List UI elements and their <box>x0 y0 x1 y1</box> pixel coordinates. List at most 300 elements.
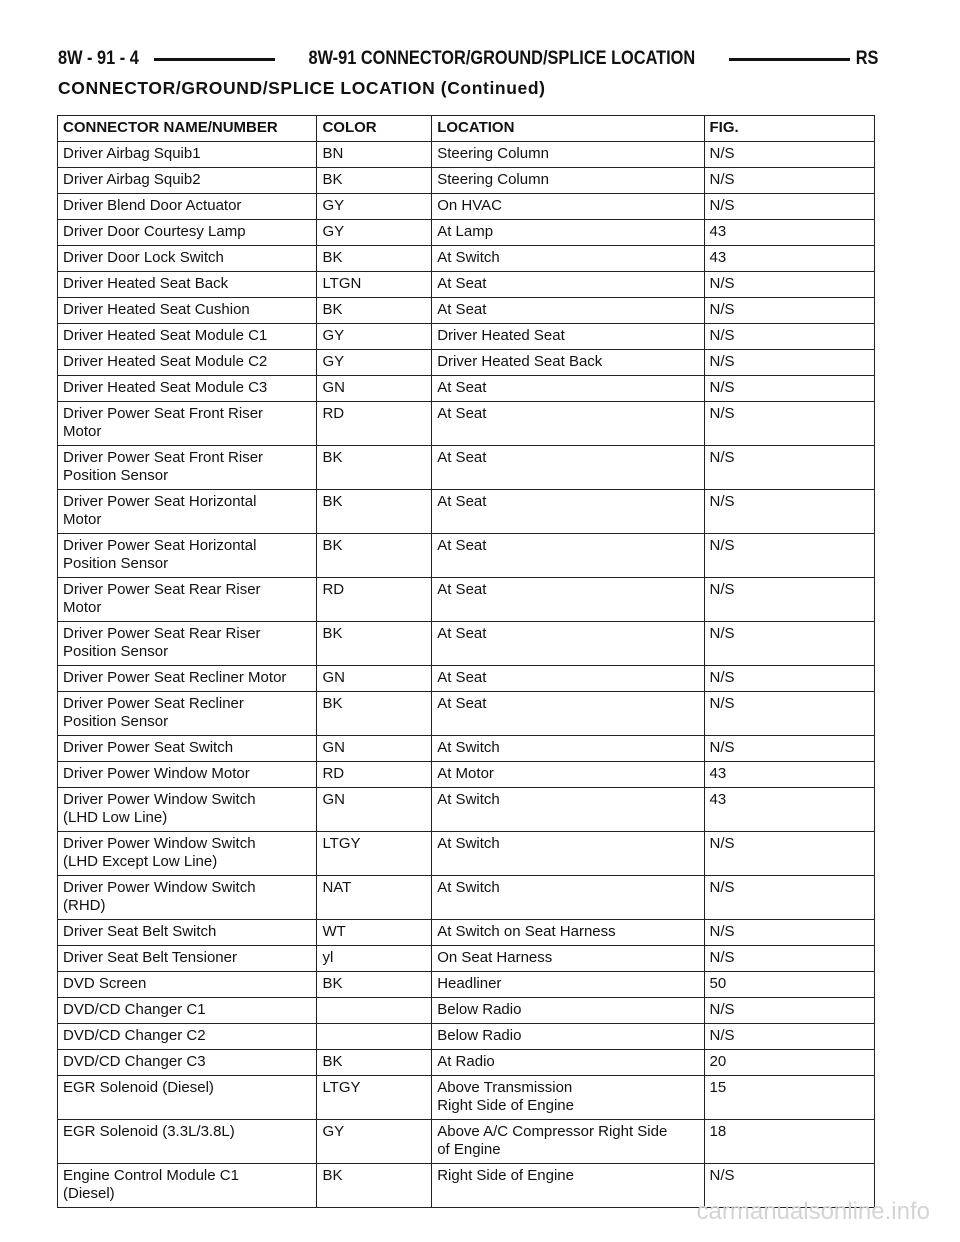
cell-text-line: RD <box>322 765 345 782</box>
fig-cell <box>704 142 875 168</box>
cell-text-line: Below Radio <box>437 1027 522 1044</box>
cell-text-line: At Seat <box>437 537 487 554</box>
color-cell <box>317 446 432 490</box>
table-row <box>58 972 875 998</box>
cell-text-line: Steering Column <box>437 171 549 188</box>
cell-text-line: GY <box>322 197 345 214</box>
color-cell <box>317 972 432 998</box>
watermark: carmanualsonline.info <box>696 1198 930 1225</box>
location-cell <box>432 920 704 946</box>
cell-text-line: 43 <box>709 765 727 782</box>
cell-text-line: N/S <box>709 493 735 510</box>
color-cell <box>317 920 432 946</box>
cell-text-line: Driver Power Seat Rear Riser <box>63 581 261 598</box>
cell-text-line: NAT <box>322 879 352 896</box>
table-row <box>58 832 875 876</box>
cell-text-line: At Seat <box>437 493 487 510</box>
cell-text-line: Above Transmission <box>437 1079 573 1096</box>
connector-name-cell <box>58 972 317 998</box>
cell-text-line: At Seat <box>437 695 487 712</box>
connector-name-cell <box>58 920 317 946</box>
cell-text-line: GY <box>322 353 345 370</box>
color-cell <box>317 272 432 298</box>
color-cell <box>317 246 432 272</box>
location-cell <box>432 998 704 1024</box>
connector-name-cell <box>58 876 317 920</box>
cell-text-line: BK <box>322 493 343 510</box>
cell-text-line: Driver Power Window Switch <box>63 879 256 896</box>
cell-text-line: Motor <box>63 511 102 528</box>
cell-text-line: RD <box>322 405 345 422</box>
cell-text-line: GY <box>322 327 345 344</box>
fig-cell <box>704 246 875 272</box>
cell-text-line: At Switch <box>437 791 500 808</box>
color-cell <box>317 762 432 788</box>
connector-name-cell <box>58 142 317 168</box>
cell-text-line: EGR Solenoid (3.3L/3.8L) <box>63 1123 235 1140</box>
location-cell <box>432 246 704 272</box>
connector-name-cell <box>58 762 317 788</box>
color-cell <box>317 736 432 762</box>
color-cell <box>317 220 432 246</box>
table-row <box>58 142 875 168</box>
connector-name-cell <box>58 490 317 534</box>
cell-text-line: DVD/CD Changer C1 <box>63 1001 206 1018</box>
color-cell <box>317 1164 432 1208</box>
fig-cell <box>704 446 875 490</box>
color-cell <box>317 1076 432 1120</box>
connector-name-cell <box>58 946 317 972</box>
cell-text-line: N/S <box>709 275 735 292</box>
column-header-color: COLOR <box>317 116 432 142</box>
location-cell <box>432 1164 704 1208</box>
cell-text-line: At Seat <box>437 669 487 686</box>
cell-text-line: 43 <box>709 223 727 240</box>
cell-text-line: GY <box>322 1123 345 1140</box>
page-header <box>58 44 878 74</box>
table-row <box>58 350 875 376</box>
cell-text-line: GN <box>322 739 345 756</box>
color-cell <box>317 534 432 578</box>
cell-text-line: N/S <box>709 739 735 756</box>
location-cell <box>432 832 704 876</box>
cell-text-line: Headliner <box>437 975 502 992</box>
connector-name-cell <box>58 788 317 832</box>
location-cell <box>432 446 704 490</box>
fig-cell <box>704 998 875 1024</box>
cell-text-line: N/S <box>709 923 735 940</box>
cell-text-line: At Seat <box>437 581 487 598</box>
page-number: 8W - 91 - 4 <box>58 48 139 69</box>
cell-text-line: BK <box>322 249 343 266</box>
cell-text-line: Driver Door Lock Switch <box>63 249 224 266</box>
connector-name-cell <box>58 622 317 666</box>
column-header-location: LOCATION <box>432 116 704 142</box>
color-cell <box>317 1024 432 1050</box>
cell-text-line: BK <box>322 975 343 992</box>
cell-text-line: N/S <box>709 1001 735 1018</box>
cell-text-line: Driver Power Seat Recliner <box>63 695 244 712</box>
cell-text-line: BN <box>322 145 344 162</box>
location-cell <box>432 736 704 762</box>
cell-text-line: At Lamp <box>437 223 494 240</box>
cell-text-line: Driver Power Seat Switch <box>63 739 234 756</box>
table-row <box>58 220 875 246</box>
fig-cell <box>704 946 875 972</box>
cell-text-line: Driver Heated Seat Back <box>437 353 603 370</box>
cell-text-line: GN <box>322 669 345 686</box>
cell-text-line: GN <box>322 379 345 396</box>
cell-text-line: BK <box>322 449 343 466</box>
table-row <box>58 534 875 578</box>
color-cell <box>317 350 432 376</box>
fig-cell <box>704 220 875 246</box>
cell-text-line: At Switch on Seat Harness <box>437 923 616 940</box>
cell-text-line: DVD/CD Changer C2 <box>63 1027 206 1044</box>
cell-text-line: Driver Power Window Switch <box>63 835 256 852</box>
cell-text-line: N/S <box>709 581 735 598</box>
connector-name-cell <box>58 324 317 350</box>
connector-name-cell <box>58 1050 317 1076</box>
table-row <box>58 998 875 1024</box>
table-row <box>58 272 875 298</box>
cell-text-line: Driver Power Seat Front Riser <box>63 405 264 422</box>
fig-cell <box>704 920 875 946</box>
location-cell <box>432 534 704 578</box>
connector-name-cell <box>58 446 317 490</box>
table-row <box>58 946 875 972</box>
cell-text-line: Steering Column <box>437 145 549 162</box>
cell-text-line: N/S <box>709 327 735 344</box>
table-row <box>58 246 875 272</box>
cell-text-line: WT <box>322 923 346 940</box>
table-row <box>58 168 875 194</box>
cell-text-line: RD <box>322 581 345 598</box>
cell-text-line: of Engine <box>437 1141 501 1158</box>
fig-cell <box>704 788 875 832</box>
color-cell <box>317 490 432 534</box>
table-row <box>58 1024 875 1050</box>
cell-text-line: Below Radio <box>437 1001 522 1018</box>
location-cell <box>432 1120 704 1164</box>
fig-cell <box>704 1024 875 1050</box>
cell-text-line: N/S <box>709 449 735 466</box>
connector-name-cell <box>58 194 317 220</box>
cell-text-line: N/S <box>709 835 735 852</box>
color-cell <box>317 946 432 972</box>
connector-name-cell <box>58 376 317 402</box>
location-cell <box>432 376 704 402</box>
location-cell <box>432 876 704 920</box>
color-cell <box>317 194 432 220</box>
cell-text-line: At Switch <box>437 835 500 852</box>
color-cell <box>317 168 432 194</box>
cell-text-line: N/S <box>709 1167 735 1184</box>
cell-text-line: 15 <box>709 1079 727 1096</box>
cell-text-line: yl <box>322 949 334 966</box>
location-cell <box>432 402 704 446</box>
location-cell <box>432 1024 704 1050</box>
cell-text-line: Driver Power Window Switch <box>63 791 256 808</box>
fig-cell <box>704 272 875 298</box>
cell-text-line: At Seat <box>437 405 487 422</box>
cell-text-line: Right Side of Engine <box>437 1097 574 1114</box>
chapter-title: 8W-91 CONNECTOR/GROUND/SPLICE LOCATION <box>308 48 696 69</box>
table-row <box>58 194 875 220</box>
cell-text-line: Driver Power Seat Front Riser <box>63 449 264 466</box>
connector-location-table <box>57 115 875 1208</box>
location-cell <box>432 298 704 324</box>
fig-cell <box>704 692 875 736</box>
fig-cell <box>704 298 875 324</box>
cell-text-line: At Switch <box>437 249 500 266</box>
location-cell <box>432 666 704 692</box>
cell-text-line: BK <box>322 301 343 318</box>
table-row <box>58 490 875 534</box>
color-cell <box>317 622 432 666</box>
color-cell <box>317 142 432 168</box>
column-header-connector-name: CONNECTOR NAME/NUMBER <box>58 116 317 142</box>
cell-text-line: N/S <box>709 625 735 642</box>
cell-text-line: At Switch <box>437 739 500 756</box>
cell-text-line: Driver Power Seat Rear Riser <box>63 625 261 642</box>
cell-text-line: N/S <box>709 1027 735 1044</box>
cell-text-line: Driver Power Seat Recliner Motor <box>63 669 287 686</box>
fig-cell <box>704 194 875 220</box>
connector-name-cell <box>58 402 317 446</box>
fig-cell <box>704 376 875 402</box>
connector-name-cell <box>58 272 317 298</box>
cell-text-line: At Seat <box>437 301 487 318</box>
connector-name-cell <box>58 666 317 692</box>
connector-name-cell <box>58 832 317 876</box>
connector-name-cell <box>58 1120 317 1164</box>
connector-name-cell <box>58 534 317 578</box>
cell-text-line: At Seat <box>437 449 487 466</box>
cell-text-line: DVD Screen <box>63 975 147 992</box>
cell-text-line: At Seat <box>437 275 487 292</box>
cell-text-line: N/S <box>709 145 735 162</box>
cell-text-line: N/S <box>709 537 735 554</box>
cell-text-line: Right Side of Engine <box>437 1167 574 1184</box>
cell-text-line: 43 <box>709 791 727 808</box>
connector-name-cell <box>58 168 317 194</box>
cell-text-line: BK <box>322 171 343 188</box>
table-row <box>58 788 875 832</box>
cell-text-line: Driver Heated Seat Module C1 <box>63 327 268 344</box>
cell-text-line: Motor <box>63 423 102 440</box>
location-cell <box>432 692 704 736</box>
header-rule-left <box>154 58 275 61</box>
cell-text-line: GY <box>322 223 345 240</box>
connector-name-cell <box>58 692 317 736</box>
color-cell <box>317 578 432 622</box>
location-cell <box>432 220 704 246</box>
cell-text-line: 43 <box>709 249 727 266</box>
table-row <box>58 736 875 762</box>
color-cell <box>317 692 432 736</box>
table-row <box>58 1120 875 1164</box>
location-cell <box>432 622 704 666</box>
cell-text-line: At Motor <box>437 765 494 782</box>
table-row <box>58 446 875 490</box>
color-cell <box>317 998 432 1024</box>
cell-text-line: Driver Heated Seat Cushion <box>63 301 250 318</box>
cell-text-line: BK <box>322 1053 343 1070</box>
cell-text-line: LTGY <box>322 835 361 852</box>
cell-text-line: At Radio <box>437 1053 495 1070</box>
fig-cell <box>704 402 875 446</box>
cell-text-line: (LHD Low Line) <box>63 809 168 826</box>
fig-cell <box>704 578 875 622</box>
fig-cell <box>704 350 875 376</box>
cell-text-line: N/S <box>709 353 735 370</box>
cell-text-line: Motor <box>63 599 102 616</box>
cell-text-line: N/S <box>709 879 735 896</box>
location-cell <box>432 272 704 298</box>
location-cell <box>432 946 704 972</box>
table-row <box>58 376 875 402</box>
cell-text-line: Driver Heated Seat Module C3 <box>63 379 268 396</box>
location-cell <box>432 1050 704 1076</box>
color-cell <box>317 1120 432 1164</box>
cell-text-line: On HVAC <box>437 197 502 214</box>
cell-text-line: 20 <box>709 1053 727 1070</box>
cell-text-line: (RHD) <box>63 897 106 914</box>
connector-name-cell <box>58 298 317 324</box>
table-row <box>58 298 875 324</box>
location-cell <box>432 142 704 168</box>
fig-cell <box>704 1120 875 1164</box>
cell-text-line: Driver Door Courtesy Lamp <box>63 223 246 240</box>
connector-name-cell <box>58 998 317 1024</box>
header-rule-right <box>729 58 850 61</box>
cell-text-line: DVD/CD Changer C3 <box>63 1053 206 1070</box>
section-title: CONNECTOR/GROUND/SPLICE LOCATION (Continued) <box>58 78 546 98</box>
color-cell <box>317 832 432 876</box>
cell-text-line: GN <box>322 791 345 808</box>
cell-text-line: Engine Control Module C1 <box>63 1167 239 1184</box>
cell-text-line: LTGN <box>322 275 362 292</box>
fig-cell <box>704 832 875 876</box>
location-cell <box>432 194 704 220</box>
cell-text-line: N/S <box>709 197 735 214</box>
color-cell <box>317 666 432 692</box>
table-row <box>58 324 875 350</box>
cell-text-line: N/S <box>709 405 735 422</box>
table-row <box>58 402 875 446</box>
cell-text-line: Position Sensor <box>63 467 169 484</box>
cell-text-line: At Switch <box>437 879 500 896</box>
cell-text-line: Driver Airbag Squib1 <box>63 145 201 162</box>
cell-text-line: N/S <box>709 669 735 686</box>
location-cell <box>432 578 704 622</box>
connector-name-cell <box>58 578 317 622</box>
fig-cell <box>704 666 875 692</box>
table-row <box>58 1050 875 1076</box>
fig-cell <box>704 622 875 666</box>
color-cell <box>317 1050 432 1076</box>
table-row <box>58 1076 875 1120</box>
fig-cell <box>704 168 875 194</box>
color-cell <box>317 298 432 324</box>
cell-text-line: Position Sensor <box>63 555 169 572</box>
table-row <box>58 692 875 736</box>
cell-text-line: Driver Power Window Motor <box>63 765 250 782</box>
fig-cell <box>704 972 875 998</box>
cell-text-line: Position Sensor <box>63 713 169 730</box>
table-row <box>58 876 875 920</box>
cell-text-line: Driver Airbag Squib2 <box>63 171 201 188</box>
connector-name-cell <box>58 220 317 246</box>
location-cell <box>432 1076 704 1120</box>
cell-text-line: BK <box>322 537 343 554</box>
location-cell <box>432 788 704 832</box>
fig-cell <box>704 490 875 534</box>
cell-text-line: BK <box>322 1167 343 1184</box>
cell-text-line: Driver Seat Belt Switch <box>63 923 217 940</box>
location-cell <box>432 490 704 534</box>
cell-text-line: N/S <box>709 301 735 318</box>
cell-text-line: (LHD Except Low Line) <box>63 853 218 870</box>
cell-text-line: Above A/C Compressor Right Side <box>437 1123 668 1140</box>
table-row <box>58 762 875 788</box>
cell-text-line: N/S <box>709 949 735 966</box>
location-cell <box>432 972 704 998</box>
cell-text-line: At Seat <box>437 379 487 396</box>
connector-name-cell <box>58 1164 317 1208</box>
cell-text-line: On Seat Harness <box>437 949 553 966</box>
fig-cell <box>704 1050 875 1076</box>
cell-text-line: LTGY <box>322 1079 361 1096</box>
color-cell <box>317 788 432 832</box>
color-cell <box>317 376 432 402</box>
cell-text-line: Driver Blend Door Actuator <box>63 197 242 214</box>
fig-cell <box>704 324 875 350</box>
connector-name-cell <box>58 350 317 376</box>
color-cell <box>317 402 432 446</box>
connector-name-cell <box>58 736 317 762</box>
column-header-fig: FIG. <box>704 116 875 142</box>
cell-text-line: At Seat <box>437 625 487 642</box>
cell-text-line: Driver Power Seat Horizontal <box>63 537 257 554</box>
cell-text-line: Position Sensor <box>63 643 169 660</box>
cell-text-line: N/S <box>709 171 735 188</box>
connector-name-cell <box>58 1076 317 1120</box>
cell-text-line: 50 <box>709 975 727 992</box>
color-cell <box>317 324 432 350</box>
fig-cell <box>704 1076 875 1120</box>
location-cell <box>432 762 704 788</box>
table-row <box>58 920 875 946</box>
fig-cell <box>704 736 875 762</box>
table-row <box>58 622 875 666</box>
cell-text-line: Driver Power Seat Horizontal <box>63 493 257 510</box>
fig-cell <box>704 876 875 920</box>
table-row <box>58 666 875 692</box>
table-body <box>58 142 875 1208</box>
cell-text-line: Driver Heated Seat Back <box>63 275 229 292</box>
location-cell <box>432 350 704 376</box>
cell-text-line: N/S <box>709 695 735 712</box>
table-header-row <box>58 116 875 142</box>
cell-text-line: Driver Heated Seat <box>437 327 565 344</box>
location-cell <box>432 324 704 350</box>
connector-name-cell <box>58 1024 317 1050</box>
cell-text-line: EGR Solenoid (Diesel) <box>63 1079 214 1096</box>
color-cell <box>317 876 432 920</box>
model-code: RS <box>855 48 878 69</box>
